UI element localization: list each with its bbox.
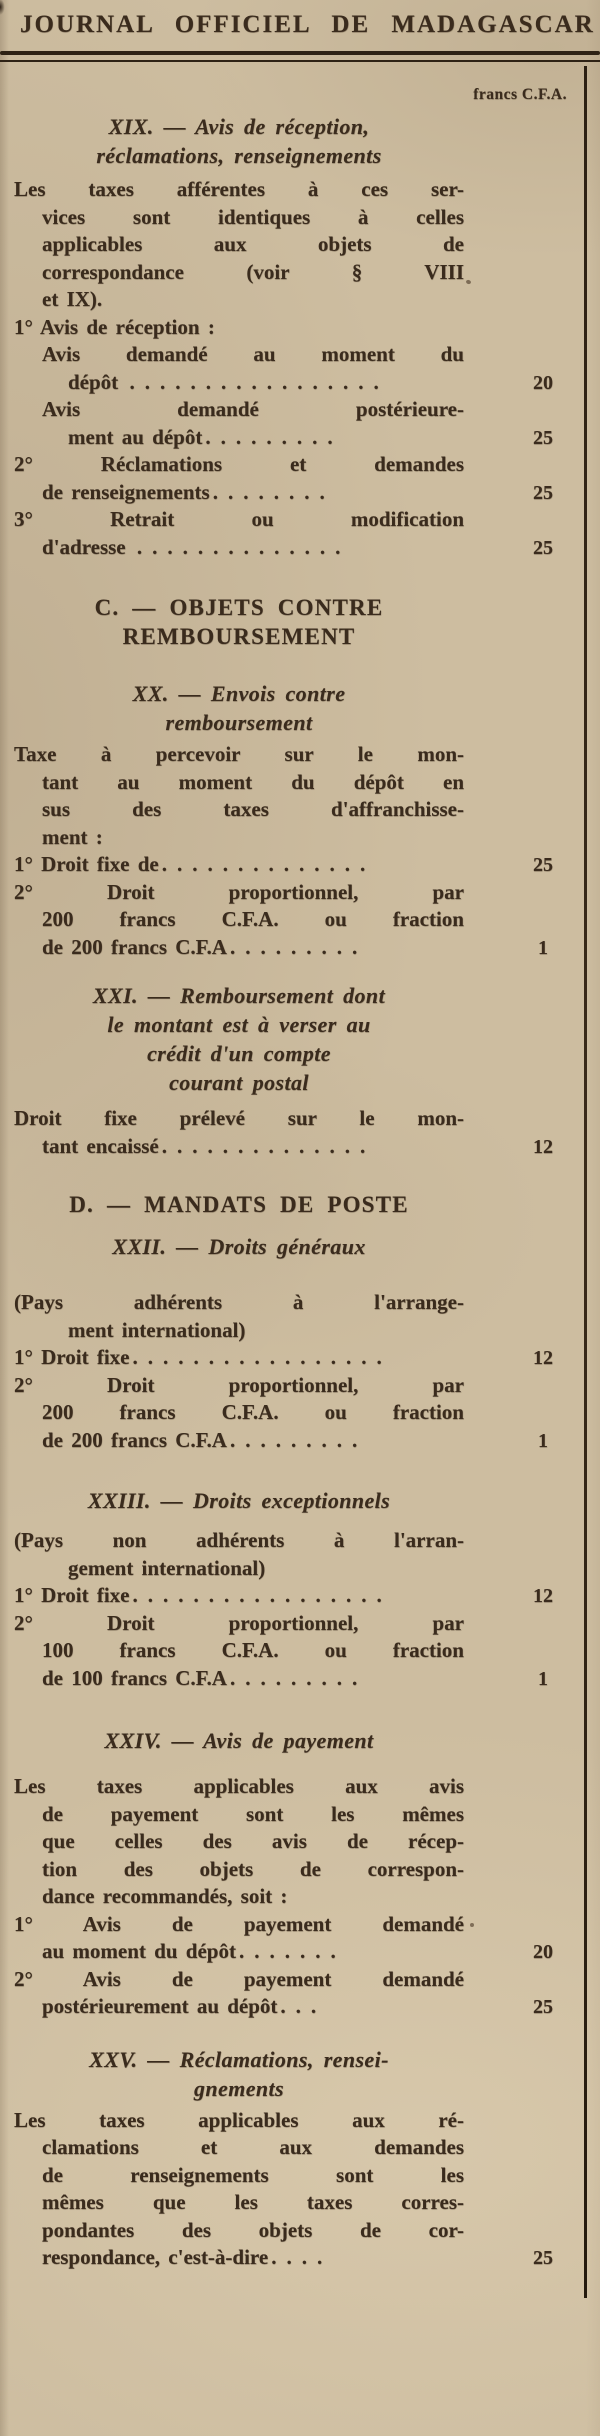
- tariff-line: [14, 534, 580, 562]
- paper-speck: [470, 1923, 474, 1927]
- tariff-line: [14, 1399, 580, 1427]
- line-text: respondance, c'est-à-dire ....: [42, 2245, 333, 2269]
- tariff-line: [14, 259, 580, 287]
- dot-leader: .........: [205, 424, 343, 449]
- dot-leader: .......: [238, 1939, 346, 1963]
- line-text: 200 francs C.F.A. ou fraction: [42, 1400, 464, 1424]
- tariff-line: [14, 741, 580, 769]
- tariff-line: [14, 851, 580, 879]
- tariff-line: [14, 1665, 580, 1693]
- heading-line: crédit d'un compte: [147, 1041, 331, 1066]
- line-text: 3° Retrait ou modification: [14, 507, 464, 531]
- tariff-line: [14, 1317, 580, 1345]
- line-text: tion des objets de correspon-: [42, 1856, 464, 1881]
- heading-line: D. — MANDATS DE POSTE: [69, 1192, 409, 1217]
- line-text: tant encaissé ..............: [42, 1133, 376, 1158]
- dot-leader: ..............: [136, 534, 351, 559]
- tariff-line: [14, 1801, 580, 1829]
- heading-line: XX. — Envois contre: [132, 681, 346, 706]
- tariff-line: [14, 769, 580, 797]
- tariff-block: [14, 2107, 580, 2272]
- heading-line: le montant est à verser au: [107, 1012, 371, 1037]
- tariff-line: [14, 479, 580, 507]
- tariff-line: [14, 2217, 580, 2245]
- line-text: 1° Avis de payement demandé: [14, 1911, 464, 1936]
- line-text: (Pays non adhérents à l'arran-: [14, 1528, 464, 1552]
- tariff-line: [14, 1582, 580, 1610]
- line-text: tant au moment du dépôt en: [42, 769, 464, 794]
- tariff-line: [14, 286, 580, 314]
- dot-leader: ...: [280, 1994, 327, 2018]
- tariff-line: [14, 204, 580, 232]
- section-heading: [14, 593, 464, 651]
- line-text: (Pays adhérents à l'arrange-: [14, 1290, 464, 1314]
- tariff-amount: 1: [538, 1667, 548, 1690]
- heading-line: XXI. — Remboursement dont: [92, 983, 386, 1008]
- tariff-line: [14, 1938, 580, 1966]
- tariff-block: [14, 1527, 580, 1692]
- line-text: mêmes que les taxes corres-: [42, 2190, 464, 2214]
- section-heading: [14, 1190, 464, 1220]
- tariff-line: [14, 906, 580, 934]
- line-text: dance recommandés, soit :: [42, 1884, 288, 1908]
- line-text: 2° Droit proportionnel, par: [14, 1372, 464, 1397]
- dot-leader: .........: [229, 1427, 368, 1452]
- heading-line: C. — OBJETS CONTRE: [94, 595, 384, 620]
- heading-line: XXIV. — Avis de payement: [104, 1728, 374, 1753]
- dot-leader: .................: [129, 369, 389, 394]
- line-text: Avis demandé postérieure-: [42, 397, 464, 421]
- line-text: 1° Droit fixe de ..............: [14, 852, 376, 876]
- tariff-line: [14, 1105, 580, 1133]
- line-text: clamations et aux demandes: [42, 2135, 464, 2159]
- tariff-block: [14, 1289, 580, 1454]
- line-text: dépôt .................: [68, 369, 389, 394]
- line-text: Les taxes afférentes à ces ser-: [14, 177, 464, 201]
- tariff-line: [14, 934, 580, 962]
- tariff-amount: 25: [533, 854, 553, 876]
- tariff-amount: 12: [533, 1585, 553, 1607]
- heading-line: réclamations, renseignements: [96, 143, 382, 168]
- line-text: 100 francs C.F.A. ou fraction: [42, 1638, 464, 1662]
- tariff-line: [14, 1133, 580, 1161]
- heading-line: REMBOURSEMENT: [122, 624, 356, 649]
- dot-leader: ..............: [161, 852, 376, 876]
- line-text: 1° Avis de réception :: [14, 314, 215, 339]
- line-text: applicables aux objets de: [42, 232, 464, 256]
- tariff-line: [14, 1911, 580, 1939]
- tariff-line: [14, 396, 580, 424]
- tariff-line: [14, 1773, 580, 1801]
- tariff-line: [14, 2107, 580, 2135]
- tariff-block: [14, 1773, 580, 2021]
- line-text: Taxe à percevoir sur le mon-: [14, 742, 464, 766]
- tariff-block: [14, 176, 580, 561]
- tariff-line: [14, 369, 580, 397]
- tariff-line: [14, 2162, 580, 2190]
- tariff-line: [14, 1555, 580, 1583]
- line-text: de renseignements ........: [42, 479, 335, 504]
- tariff-amount: 12: [533, 1135, 553, 1158]
- line-text: 2° Droit proportionnel, par: [14, 879, 464, 904]
- line-text: vices sont identiques à celles: [42, 204, 464, 229]
- heading-line: gnements: [194, 2075, 284, 2101]
- line-text: gement international): [68, 1555, 266, 1580]
- dot-leader: ....: [271, 2245, 333, 2269]
- tariff-amount: 25: [533, 2247, 553, 2269]
- section-heading: [14, 981, 464, 1097]
- heading-line: XXII. — Droits généraux: [112, 1234, 366, 1259]
- tariff-line: [14, 1828, 580, 1856]
- line-text: de 200 francs C.F.A .........: [42, 934, 368, 959]
- tariff-line: [14, 424, 580, 452]
- dot-leader: .................: [132, 1345, 392, 1369]
- tariff-line: [14, 2244, 580, 2272]
- line-text: Les taxes applicables aux ré-: [14, 2107, 464, 2132]
- line-text: correspondance (voir § VIII: [42, 259, 464, 284]
- line-text: que celles des avis de récep-: [42, 1829, 464, 1853]
- section-heading: [14, 112, 464, 170]
- line-text: de 200 francs C.F.A .........: [42, 1427, 368, 1452]
- line-text: Droit fixe prélevé sur le mon-: [14, 1106, 464, 1130]
- tariff-line: [14, 1966, 580, 1994]
- tariff-line: [14, 1289, 580, 1317]
- heading-line: XXIII. — Droits exceptionnels: [87, 1488, 391, 1513]
- tariff-line: [14, 176, 580, 204]
- dot-leader: .........: [229, 1665, 368, 1690]
- line-text: 2° Avis de payement demandé: [14, 1966, 464, 1991]
- tariff-line: [14, 796, 580, 824]
- header-rule-thin: [0, 60, 600, 62]
- tariff-line: [14, 879, 580, 907]
- tariff-amount: 20: [533, 1941, 553, 1963]
- line-text: 2° Réclamations et demandes: [14, 452, 464, 476]
- tariff-line: [14, 824, 580, 852]
- dot-leader: .........: [229, 934, 368, 959]
- dot-leader: ........: [212, 479, 335, 504]
- section-heading: [14, 1486, 464, 1515]
- tariff-line: [14, 314, 580, 342]
- amount-column-header: francs C.F.A.: [473, 86, 567, 103]
- tariff-line: [14, 341, 580, 369]
- heading-line: XXV. — Réclamations, rensei-: [89, 2046, 389, 2072]
- tariff-block: [14, 741, 580, 961]
- tariff-line: [14, 231, 580, 259]
- tariff-line: [14, 2134, 580, 2162]
- line-text: Avis demandé au moment du: [42, 342, 464, 366]
- line-text: Les taxes applicables aux avis: [14, 1774, 464, 1798]
- tariff-line: [14, 506, 580, 534]
- section-heading: [14, 2045, 464, 2103]
- heading-line: XIX. — Avis de réception,: [108, 114, 370, 139]
- header-rule-thick: [0, 51, 600, 55]
- tariff-line: [14, 1527, 580, 1555]
- section-heading: [14, 1726, 464, 1755]
- amount-column-rule: [584, 66, 587, 2298]
- section-heading: [14, 1232, 464, 1261]
- tariff-amount: 25: [533, 481, 553, 504]
- dot-leader: .................: [132, 1583, 392, 1607]
- tariff-amount: 1: [538, 1429, 548, 1452]
- tariff-amount: 12: [533, 1347, 553, 1369]
- line-text: ment :: [42, 824, 103, 849]
- tariff-line: [14, 1344, 580, 1372]
- tariff-amount: 1: [538, 936, 548, 959]
- line-text: 200 francs C.F.A. ou fraction: [42, 907, 464, 931]
- line-text: pondantes des objets de cor-: [42, 2217, 464, 2242]
- tariff-line: [14, 1993, 580, 2021]
- line-text: postérieurement au dépôt ...: [42, 1994, 327, 2018]
- scan-corner-mark: [0, 0, 7, 16]
- tariff-line: [14, 1883, 580, 1911]
- line-text: de 100 francs C.F.A .........: [42, 1665, 368, 1690]
- line-text: de payement sont les mêmes: [42, 1801, 464, 1826]
- line-text: 2° Droit proportionnel, par: [14, 1610, 464, 1635]
- line-text: 1° Droit fixe .................: [14, 1583, 392, 1607]
- heading-line: remboursement: [165, 710, 313, 735]
- dot-leader: ..............: [161, 1133, 376, 1158]
- tariff-line: [14, 1372, 580, 1400]
- tariff-amount: 25: [533, 536, 553, 559]
- line-text: d'adresse ..............: [42, 534, 351, 559]
- tariff-amount: 25: [533, 1996, 553, 2018]
- tariff-block: [14, 1105, 580, 1160]
- line-text: de renseignements sont les: [42, 2162, 464, 2187]
- tariff-line: [14, 451, 580, 479]
- heading-line: courant postal: [169, 1070, 309, 1095]
- tariff-amount: 25: [533, 426, 553, 449]
- tariff-line: [14, 2189, 580, 2217]
- line-text: et IX).: [42, 287, 103, 311]
- journal-title: JOURNAL OFFICIEL DE MADAGASCAR: [20, 11, 595, 38]
- tariff-amount: 20: [533, 371, 553, 394]
- line-text: au moment du dépôt .......: [42, 1939, 346, 1963]
- tariff-line: [14, 1637, 580, 1665]
- line-text: ment au dépôt .........: [68, 424, 343, 449]
- content-flow: [14, 112, 580, 2272]
- tariff-line: [14, 1427, 580, 1455]
- line-text: ment international): [68, 1317, 246, 1342]
- section-heading: [14, 679, 464, 737]
- tariff-line: [14, 1610, 580, 1638]
- line-text: 1° Droit fixe .................: [14, 1345, 392, 1369]
- tariff-line: [14, 1856, 580, 1884]
- line-text: sus des taxes d'affranchisse-: [42, 797, 464, 821]
